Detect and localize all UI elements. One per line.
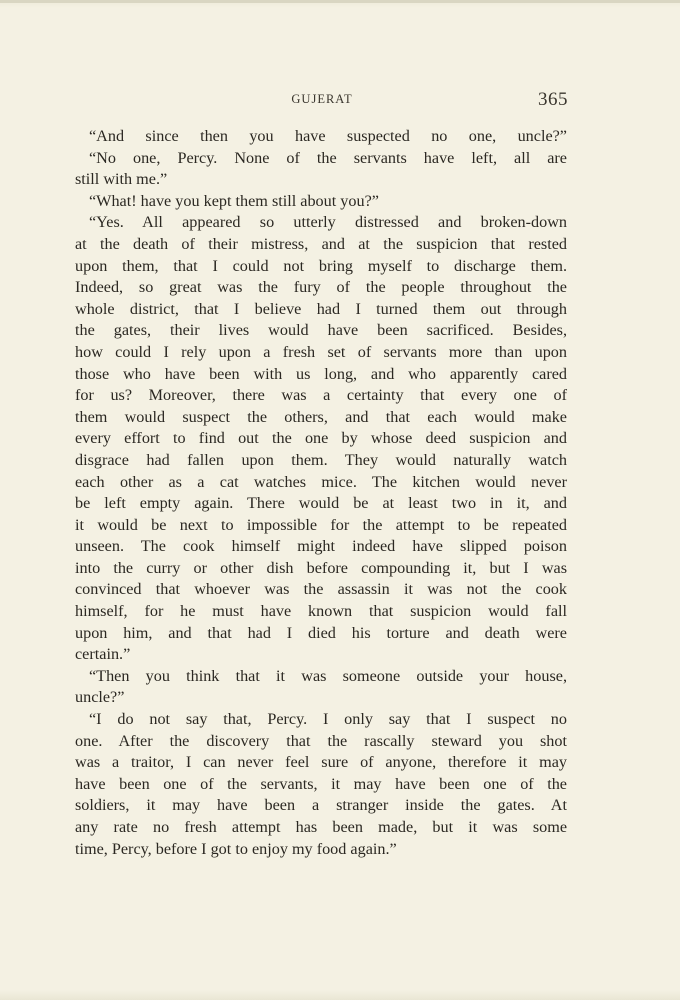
text-line: upon him, and that had I died his torture and death were	[75, 623, 567, 642]
text-line: disgrace had fallen upon them. They would naturally watch	[75, 450, 567, 469]
text-line: soldiers, it may have been a stranger inside the gates. At	[75, 796, 567, 815]
text-line: into the curry or other dish before compounding it, but I was	[75, 558, 567, 577]
text-line: those who have been with us long, and who apparently cared	[75, 364, 567, 383]
text-line: Indeed, so great was the fury of the people throughout the	[75, 278, 567, 297]
text-line: “What! have you kept them still about you?”	[89, 191, 379, 210]
text-line: whole district, that I believe had I turned them out through	[75, 299, 567, 318]
page-number: 365	[538, 89, 568, 110]
text-line: the gates, their lives would have been sacrificed. Besides,	[75, 321, 567, 340]
text-line: uncle?”	[75, 688, 125, 707]
text-line: it would be next to impossible for the attempt to be repeated	[75, 515, 567, 534]
text-line: time, Percy, before I got to enjoy my food again.”	[75, 839, 397, 858]
text-line: was a traitor, I can never feel sure of anyone, therefore it may	[75, 753, 567, 772]
text-line: himself, for he must have known that suspicion would fall	[75, 602, 567, 621]
text-line: for us? Moreover, there was a certainty that every one of	[75, 386, 567, 405]
running-head	[76, 90, 568, 112]
text-line: any rate no fresh attempt has been made, but it was some	[75, 818, 567, 836]
text-line: “And since then you have suspected no one, uncle?”	[89, 127, 567, 145]
text-line: “Then you think that it was someone outside your house,	[89, 666, 567, 685]
text-line: upon them, that I could not bring myself to discharge them.	[75, 256, 567, 275]
text-line: them would suspect the others, and that each would make	[75, 407, 567, 426]
text-line: every effort to find out the one by whose deed suspicion and	[75, 429, 567, 448]
text-line: “No one, Percy. None of the servants have left, all are	[89, 148, 567, 167]
text-line: certain.”	[75, 645, 131, 664]
text-line: convinced that whoever was the assassin it was not the cook	[75, 580, 567, 599]
text-line: each other as a cat watches mice. The kitchen would never	[75, 472, 567, 491]
text-line: “I do not say that, Percy. I only say that I suspect no	[89, 710, 567, 729]
text-line: “Yes. All appeared so utterly distressed and broken-down	[89, 213, 567, 232]
page-top-edge	[0, 0, 680, 3]
text-line: one. After the discovery that the rascally steward you shot	[75, 731, 567, 750]
body-text	[75, 126, 567, 860]
text-line: how could I rely upon a fresh set of servants more than upon	[75, 342, 567, 361]
text-line: have been one of the servants, it may have been one of the	[75, 774, 567, 793]
text-line: at the death of their mistress, and at the suspicion that rested	[75, 234, 567, 253]
text-line: be left empty again. There would be at least two in it, and	[75, 494, 567, 513]
text-line: still with me.”	[75, 170, 168, 189]
running-title: GUJERAT	[291, 92, 353, 106]
text-line: unseen. The cook himself might indeed have slipped poison	[75, 537, 567, 556]
